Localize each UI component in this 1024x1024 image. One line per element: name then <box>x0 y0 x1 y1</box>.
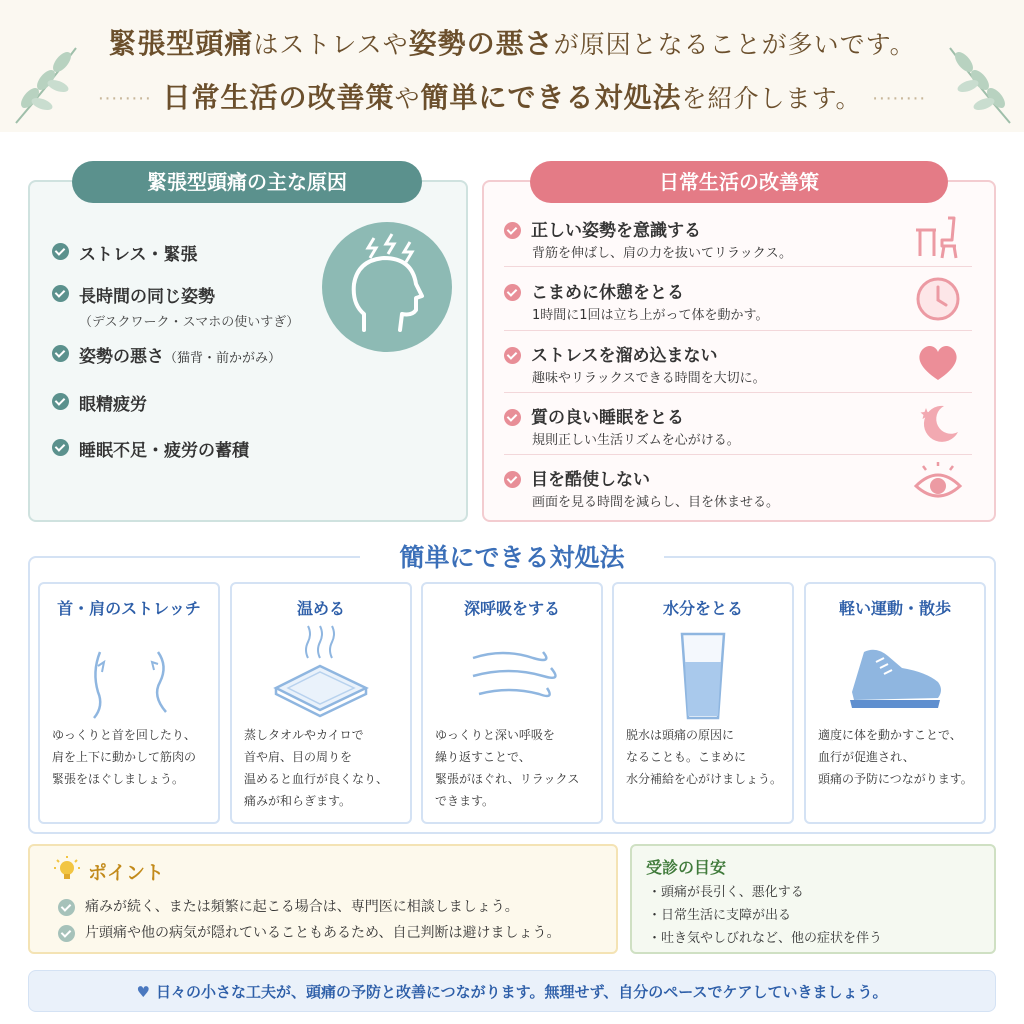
check-icon <box>52 345 69 362</box>
point-title: ポイント <box>88 862 165 884</box>
check-icon <box>504 409 521 426</box>
card-body: 適度に体を動かすことで、 血行が促進され、 頭痛の予防につながります。 <box>818 728 973 786</box>
cause-label: 眼精疲労 <box>79 395 147 415</box>
visit-item: ・日常生活に支障が出る <box>648 908 792 923</box>
cause-label: ストレス・緊張 <box>79 245 198 265</box>
improve-title: 日常生活の改善策 <box>530 161 948 203</box>
cause-item <box>52 240 198 265</box>
water-glass-icon <box>614 622 792 722</box>
check-icon <box>58 925 75 942</box>
warm-towel-icon <box>232 622 410 722</box>
check-icon <box>52 439 69 456</box>
improve-item-title: ストレスを溜め込まない <box>531 346 718 366</box>
card-title: 首・肩のストレッチ <box>57 599 201 618</box>
visit-item: ・頭痛が長引く、悪化する <box>648 885 804 900</box>
improve-item-title: こまめに休憩をとる <box>531 283 684 303</box>
cause-sub: （デスクワーク・スマホの使いすぎ） <box>79 315 300 330</box>
coping-card <box>612 582 794 824</box>
stretch-icon <box>40 622 218 722</box>
footer-banner <box>28 970 996 1012</box>
card-title: 水分をとる <box>662 599 743 618</box>
point-item <box>58 896 519 916</box>
lightbulb-icon <box>52 854 82 884</box>
improve-item-desc: 背筋を伸ばし、肩の力を抜いてリラックス。 <box>532 246 793 261</box>
divider <box>504 392 972 393</box>
headache-head-icon <box>322 222 452 352</box>
card-title: 温める <box>296 599 345 618</box>
improve-item-title: 正しい姿勢を意識する <box>531 221 701 241</box>
cause-label: 姿勢の悪さ <box>79 347 164 367</box>
cause-note: （猫背・前かがみ） <box>164 351 282 366</box>
check-icon <box>504 347 521 364</box>
cause-item <box>52 282 299 330</box>
improve-item-desc: 趣味やリラックスできる時間を大切に。 <box>532 371 766 386</box>
check-icon <box>52 393 69 410</box>
coping-card <box>421 582 603 824</box>
visit-item: ・吐き気やしびれなど、他の症状を伴う <box>648 931 883 946</box>
causes-title: 緊張型頭痛の主な原因 <box>72 161 422 203</box>
check-icon <box>52 243 69 260</box>
point-item-text: 痛みが続く、または頻繁に起こる場合は、専門医に相談しましょう。 <box>85 899 519 915</box>
header-dash-right: ········ <box>872 88 927 110</box>
eye-icon <box>912 462 964 506</box>
card-title: 深呼吸をする <box>463 599 560 618</box>
header-text-b: が原因となることが多いです。 <box>553 30 916 59</box>
check-icon <box>504 284 521 301</box>
heart-icon <box>914 340 962 384</box>
divider <box>504 454 972 455</box>
clock-icon <box>914 275 962 323</box>
header-dash-left: ········ <box>97 88 152 110</box>
coping-title: 簡単にできる対処法 <box>360 538 664 574</box>
check-icon <box>52 285 69 302</box>
cause-label: 睡眠不足・疲労の蓄積 <box>79 441 249 461</box>
cause-item <box>52 342 281 367</box>
sneaker-icon <box>806 622 984 722</box>
point-item <box>58 922 560 942</box>
card-title: 軽い運動・散歩 <box>838 599 951 618</box>
header-line-2 <box>0 76 1024 116</box>
coping-card <box>230 582 412 824</box>
header-banner <box>0 0 1024 132</box>
heart-icon: ♥ <box>136 983 150 1001</box>
header-text-c: や <box>394 84 421 113</box>
header-term-coping: 簡単にできる対処法 <box>420 81 682 114</box>
cause-item <box>52 390 147 415</box>
check-icon <box>58 899 75 916</box>
card-body: ゆっくりと首を回したり、 肩を上下に動かして筋肉の 緊張をほぐしましょう。 <box>52 728 197 786</box>
point-item-text: 片頭痛や他の病気が隠れていることもあるため、自己判断は避けましょう。 <box>85 925 561 941</box>
cause-item <box>52 436 249 461</box>
moon-icon <box>914 400 962 448</box>
check-icon <box>504 222 521 239</box>
card-body: 蒸しタオルやカイロで 首や肩、目の周りを 温めると血行が良くなり、 痛みが和らぎます。 <box>244 728 389 808</box>
desk-chair-icon <box>912 212 962 262</box>
card-body: ゆっくりと深い呼吸を 繰り返すことで、 緊張がほぐれ、リラックス できます。 <box>435 728 580 808</box>
improve-item-title: 質の良い睡眠をとる <box>531 408 684 428</box>
check-icon <box>504 471 521 488</box>
coping-card <box>804 582 986 824</box>
breath-wind-icon <box>423 622 601 722</box>
improve-item-desc: 規則正しい生活リズムを心がける。 <box>532 433 740 448</box>
improve-item-title: 目を酷使しない <box>531 470 650 490</box>
visit-title: 受診の目安 <box>646 858 727 877</box>
improve-item-desc: 画面を見る時間を減らし、目を休ませる。 <box>532 495 780 510</box>
footer-text: 日々の小さな工夫が、頭痛の予防と改善につながります。無理せず、自分のペースでケアしていきましょう。 <box>155 983 888 1001</box>
header-term-posture: 姿勢の悪さ <box>408 27 554 60</box>
card-body: 脱水は頭痛の原因に なることも。こまめに 水分補給を心がけましょう。 <box>626 728 783 786</box>
header-text-a: はストレスや <box>253 30 409 59</box>
header-term-tension-headache: 緊張型頭痛 <box>108 27 254 60</box>
divider <box>504 266 972 267</box>
header-line-1 <box>0 22 1024 62</box>
improve-item-desc: 1時間に1回は立ち上がって体を動かす。 <box>532 308 769 323</box>
header-text-d: を紹介します。 <box>681 84 862 113</box>
divider <box>504 330 972 331</box>
cause-label: 長時間の同じ姿勢 <box>79 287 215 307</box>
coping-card <box>38 582 220 824</box>
header-term-improve: 日常生活の改善策 <box>162 81 395 114</box>
